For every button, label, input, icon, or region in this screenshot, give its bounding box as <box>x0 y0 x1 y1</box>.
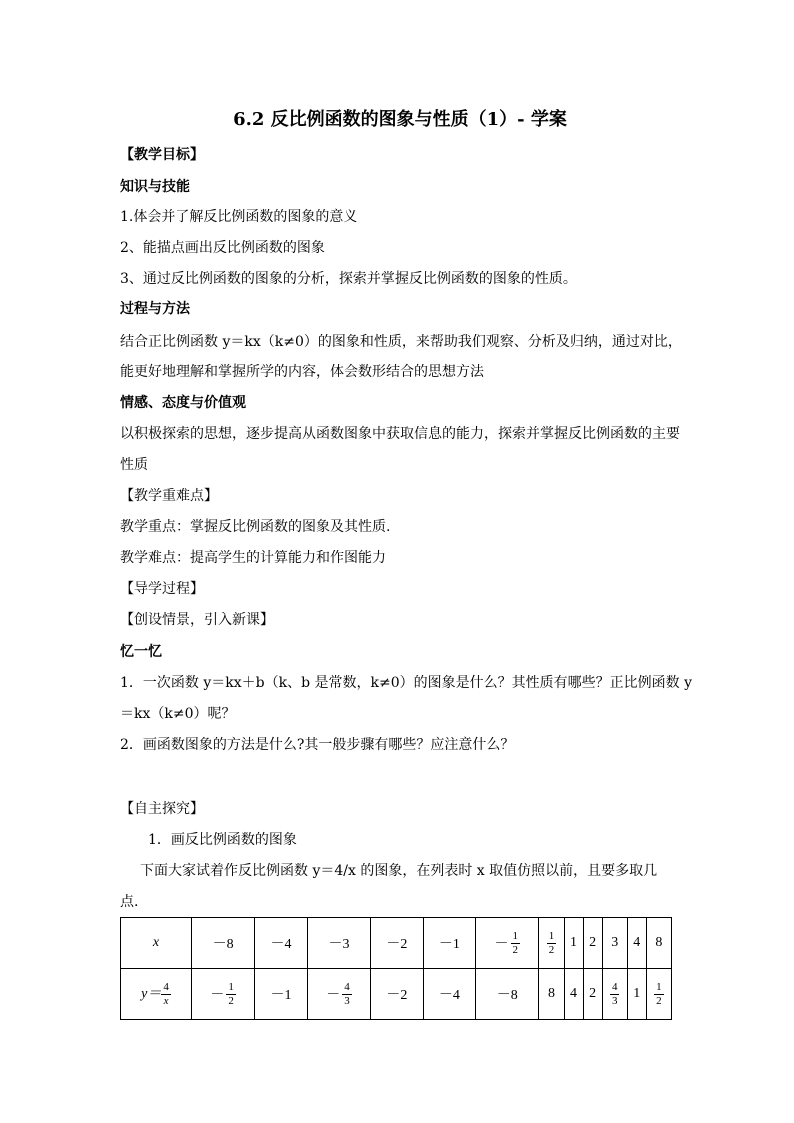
knowledge-item-3: 3、通过反比例函数的图象的分析，探索并掌握反比例函数的图象的性质。 <box>120 271 577 287</box>
difficulty-text: 教学难点：提高学生的计算能力和作图能力 <box>120 550 386 566</box>
knowledge-item-1: 1.体会并了解反比例函数的图象的意义 <box>120 209 358 225</box>
x-value-cell-6: $\frac{1}{2}$ <box>539 918 564 969</box>
intro-heading: 【创设情景，引入新课】 <box>120 612 274 628</box>
y-value-cell-2: － $\frac{4}{3}$ <box>307 969 370 1020</box>
y-value-cell-7: 4 <box>564 969 583 1020</box>
x-value-cell-2: －3 <box>307 918 370 969</box>
y-value-cell-6: 8 <box>539 969 564 1020</box>
y-value-cell-11: $\frac{1}{2}$ <box>646 969 671 1020</box>
x-value-cell-0: －8 <box>192 918 255 969</box>
x-value-cell-7: 1 <box>564 918 583 969</box>
y-label-cell: y＝ $\frac{4}{x}$ <box>121 969 192 1020</box>
keypoint-text: 教学重点：掌握反比例函数的图象及其性质. <box>120 519 391 535</box>
y-value-cell-5: －8 <box>476 969 539 1020</box>
explore-heading: 【自主探究】 <box>120 801 204 817</box>
y-value-cell-0: － $\frac{1}{2}$ <box>192 969 255 1020</box>
attitude-text-1: 以积极探索的思想，逐步提高从函数图象中获取信息的能力，探索并掌握反比例函数的主要 <box>120 426 680 442</box>
guide-heading: 【导学过程】 <box>120 581 204 597</box>
y-value-cell-4: －4 <box>423 969 476 1020</box>
value-table <box>120 917 672 1020</box>
knowledge-heading: 知识与技能 <box>120 179 190 195</box>
attitude-heading: 情感、态度与价值观 <box>120 395 246 411</box>
x-label-cell: x <box>121 918 192 969</box>
attitude-text-2: 性质 <box>120 457 148 473</box>
x-value-cell-11: 8 <box>646 918 671 969</box>
x-value-cell-9: 3 <box>602 918 627 969</box>
x-value-cell-5: － $\frac{1}{2}$ <box>476 918 539 969</box>
table-row-y <box>121 969 672 1020</box>
x-value-cell-8: 2 <box>583 918 602 969</box>
y-value-cell-10: 1 <box>627 969 646 1020</box>
keypoints-heading: 【教学重难点】 <box>120 488 218 504</box>
document-title: 6.2 反比例函数的图象与性质（1）- 学案 <box>233 109 567 130</box>
y-value-cell-8: 2 <box>583 969 602 1020</box>
x-value-cell-1: －4 <box>255 918 308 969</box>
y-value-cell-1: －1 <box>255 969 308 1020</box>
x-value-cell-3: －2 <box>371 918 424 969</box>
process-text-1: 结合正比例函数 y＝kx（k≠0）的图象和性质，来帮助我们观察、分析及归纳，通过对比， <box>120 334 682 350</box>
recall-question-1a: 1．一次函数 y＝kx＋b（k、b 是常数，k≠0）的图象是什么？其性质有哪些？正比例函数 y <box>120 675 692 691</box>
process-heading: 过程与方法 <box>120 301 190 317</box>
goals-heading: 【教学目标】 <box>120 147 204 163</box>
y-value-cell-9: $\frac{4}{3}$ <box>602 969 627 1020</box>
recall-question-2: 2．画函数图象的方法是什么?其一般步骤有哪些？应注意什么？ <box>120 737 515 753</box>
knowledge-item-2: 2、能描点画出反比例函数的图象 <box>120 240 325 256</box>
explore-text-a: 下面大家试着作反比例函数 y＝4/x 的图象，在列表时 x 取值仿照以前，且要多取几 <box>140 863 658 879</box>
table-row-x <box>121 918 672 969</box>
process-text-2: 能更好地理解和掌握所学的内容，体会数形结合的思想方法 <box>120 364 484 380</box>
explore-text-b: 点. <box>120 894 139 910</box>
explore-item-1: 1．画反比例函数的图象 <box>148 832 297 848</box>
x-value-cell-4: －1 <box>423 918 476 969</box>
x-value-cell-10: 4 <box>627 918 646 969</box>
y-value-cell-3: －2 <box>371 969 424 1020</box>
recall-heading: 忆一忆 <box>120 644 162 660</box>
recall-question-1b: ＝kx（k≠0）呢？ <box>120 706 236 722</box>
